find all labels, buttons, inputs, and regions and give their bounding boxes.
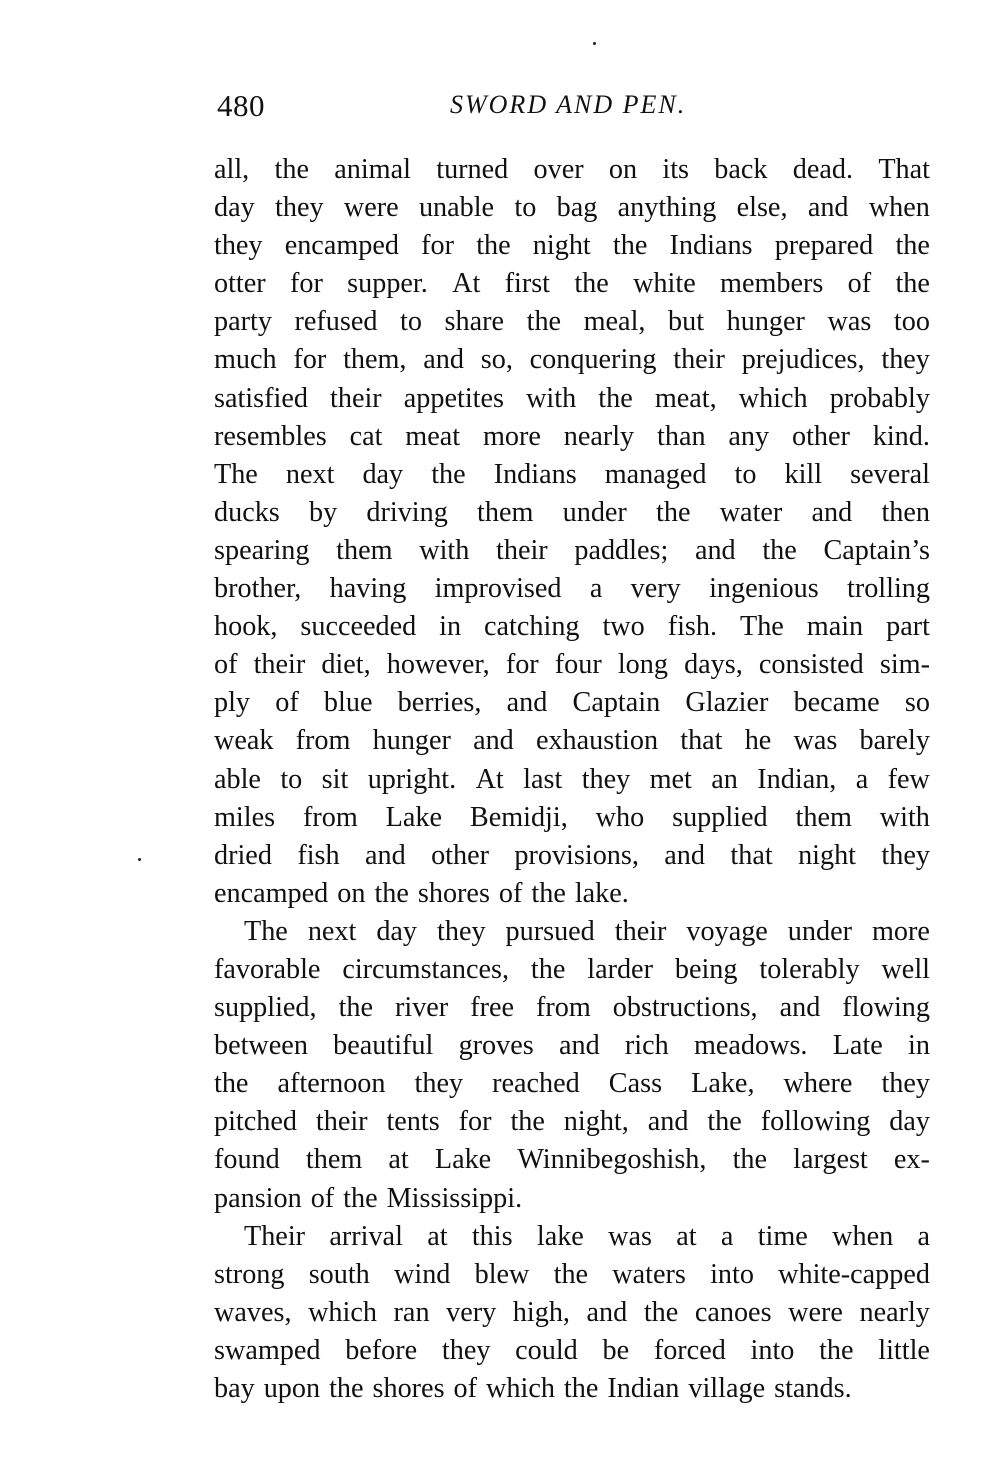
text-line: favorable circumstances, the larder being tolerably well — [214, 953, 930, 985]
text-line: ply of blue berries, and Captain Glazier became so — [214, 687, 930, 719]
text-line: day they were unable to bag anything else, and when — [214, 192, 930, 224]
text-line: able to sit upright. At last they met an Indian, a few — [214, 763, 930, 795]
text-line: pitched their tents for the night, and the following day — [214, 1106, 930, 1138]
text-line: much for them, and so, conquering their prejudices, they — [214, 344, 930, 376]
running-title: SWORD AND PEN. — [450, 90, 687, 119]
paragraph — [214, 913, 930, 1218]
text-line: The next day the Indians managed to kill several — [214, 458, 930, 490]
text-line: between beautiful groves and rich meadows. Late in — [214, 1030, 930, 1062]
paragraph — [214, 1218, 930, 1408]
text-line: bay upon the shores of which the Indian village stands. — [214, 1373, 852, 1404]
text-line: The next day they pursued their voyage under more — [244, 915, 930, 947]
text-line: encamped on the shores of the lake. — [214, 877, 629, 909]
text-line: ducks by driving them under the water and then — [214, 496, 930, 528]
text-line: otter for supper. At first the white members of the — [214, 268, 930, 300]
text-line: Their arrival at this lake was at a time when a — [244, 1220, 930, 1252]
paragraph — [214, 151, 930, 913]
text-line: of their diet, however, for four long days, consisted sim- — [214, 649, 930, 681]
ink-speck — [138, 858, 141, 861]
text-line: weak from hunger and exhaustion that he was barely — [214, 725, 930, 757]
text-line: found them at Lake Winnibegoshish, the largest ex- — [214, 1144, 930, 1176]
text-line: satisfied their appetites with the meat, which probably — [214, 382, 930, 414]
text-line: party refused to share the meal, but hunger was too — [214, 306, 930, 338]
text-line: the afternoon they reached Cass Lake, where they — [214, 1068, 930, 1100]
page-number: 480 — [217, 88, 265, 123]
text-line: strong south wind blew the waters into white-capped — [214, 1258, 930, 1290]
text-line: all, the animal turned over on its back dead. That — [214, 154, 930, 185]
text-line: resembles cat meat more nearly than any other kind. — [214, 420, 930, 452]
text-line: spearing them with their paddles; and the Captain’s — [214, 534, 930, 566]
text-line: they encamped for the night the Indians prepared the — [214, 230, 930, 262]
text-line: hook, succeeded in catching two fish. The main part — [214, 611, 930, 643]
body-text — [214, 151, 930, 1408]
ink-speck — [593, 42, 596, 45]
text-line: brother, having improvised a very ingenious trolling — [214, 573, 930, 605]
text-line: miles from Lake Bemidji, who supplied them with — [214, 801, 930, 833]
text-line: dried fish and other provisions, and that night they — [214, 839, 930, 871]
text-line: pansion of the Mississippi. — [214, 1182, 523, 1214]
text-line: supplied, the river free from obstructions, and flowing — [214, 992, 930, 1024]
text-line: swamped before they could be forced into the little — [214, 1334, 930, 1366]
page-header — [217, 88, 929, 128]
text-line: waves, which ran very high, and the canoes were nearly — [214, 1296, 930, 1328]
